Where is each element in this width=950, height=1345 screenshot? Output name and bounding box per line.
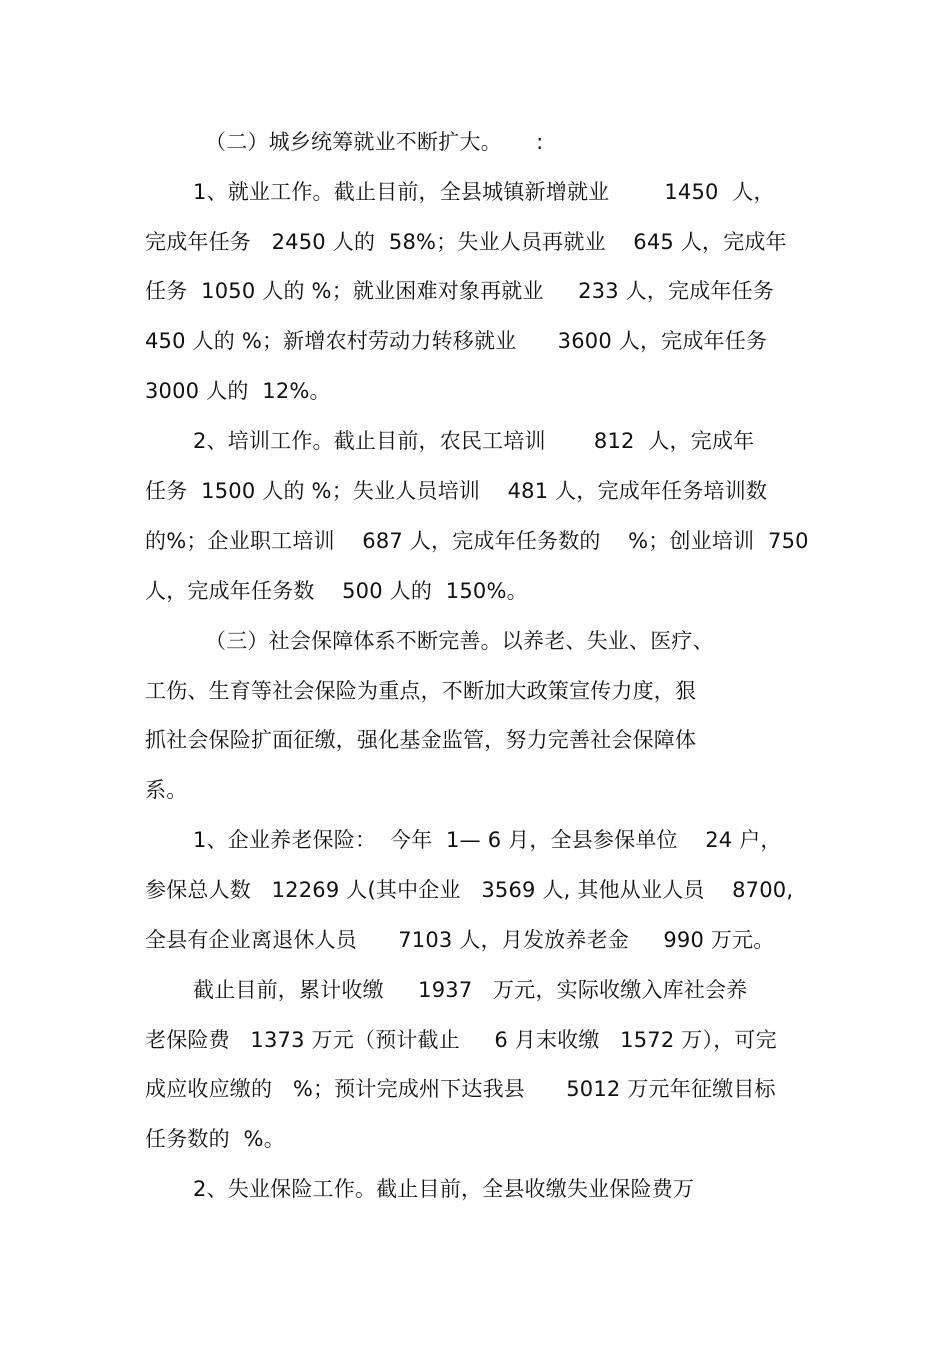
section-heading-social-security: （三）社会保障体系不断完善。以养老、失业、医疗、 <box>205 629 714 653</box>
paragraph-line: 1、企业养老保险： 今年 1— 6 月，全县参保单位 24 户， <box>193 828 782 852</box>
paragraph-line: 抓社会保险扩面征缴，强化基金监管，努力完善社会保障体 <box>145 728 697 752</box>
paragraph-line: 任务数的 %。 <box>145 1127 285 1151</box>
paragraph-line: 2、培训工作。截止目前，农民工培训 812 人，完成年 <box>193 429 755 453</box>
paragraph-line: 人，完成年任务数 500 人的 150%。 <box>145 579 528 603</box>
paragraph-line: 3000 人的 12%。 <box>145 379 331 403</box>
paragraph-line: 截止目前，累计收缴 1937 万元，实际收缴入库社会养 <box>193 978 748 1002</box>
paragraph-line: 系。 <box>145 778 188 802</box>
paragraph-line: 1、就业工作。截止目前，全县城镇新增就业 1450 人， <box>193 180 775 204</box>
paragraph-line: 参保总人数 12269 人(其中企业 3569 人, 其他从业人员 8700, <box>145 878 794 902</box>
paragraph-line: 老保险费 1373 万元（预计截止 6 月末收缴 1572 万），可完 <box>145 1028 777 1052</box>
section-heading-employment: （二）城乡统筹就业不断扩大。 : <box>205 130 544 154</box>
paragraph-line: 任务 1500 人的 %；失业人员培训 481 人，完成年任务培训数 <box>145 479 768 503</box>
paragraph-line: 全县有企业离退休人员 7103 人，月发放养老金 990 万元。 <box>145 928 775 952</box>
paragraph-line: 450 人的 %；新增农村劳动力转移就业 3600 人，完成年任务 <box>145 329 768 353</box>
paragraph-line: 的%；企业职工培训 687 人，完成年任务数的 %；创业培训 750 <box>145 529 809 553</box>
paragraph-line: 2、失业保险工作。截止目前，全县收缴失业保险费万 <box>193 1177 695 1201</box>
paragraph-line: 成应收应缴的 %；预计完成州下达我县 5012 万元年征缴目标 <box>145 1077 776 1101</box>
paragraph-line: 任务 1050 人的 %；就业困难对象再就业 233 人，完成年任务 <box>145 279 775 303</box>
paragraph-line: 工伤、生育等社会保险为重点，不断加大政策宣传力度，狠 <box>145 679 697 703</box>
paragraph-line: 完成年任务 2450 人的 58%；失业人员再就业 645 人，完成年 <box>145 230 787 254</box>
